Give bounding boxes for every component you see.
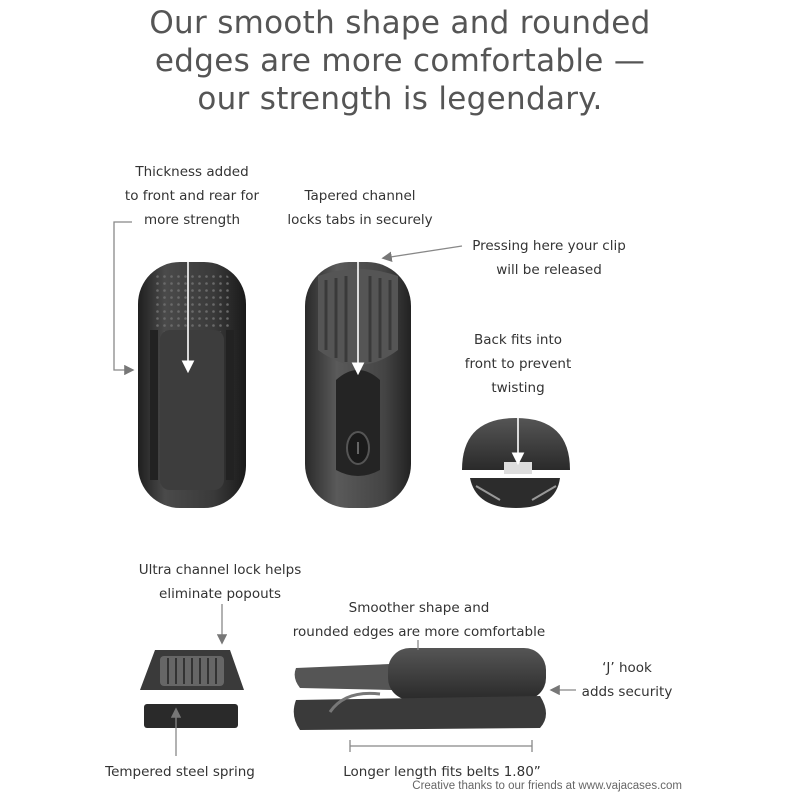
- headline-line-1: Our smooth shape and rounded: [149, 5, 651, 41]
- callout-pressing-line-1: Pressing here your clip: [472, 238, 626, 254]
- callout-back-fits-line-2: front to prevent: [464, 356, 572, 372]
- clip-end-view: [140, 650, 244, 728]
- callout-thickness-line-3: more strength: [143, 212, 241, 228]
- callout-thickness-line-2: to front and rear for: [124, 188, 260, 204]
- clip-cross-section: [462, 418, 570, 508]
- callout-tapered-line-2: locks tabs in securely: [287, 212, 433, 228]
- clip-side-view: [294, 648, 546, 730]
- callout-spring: Tempered steel spring: [105, 764, 255, 780]
- callout-smoother: [286, 596, 552, 644]
- headline-line-3: our strength is legendary.: [197, 81, 603, 117]
- callout-thickness-line-1: Thickness added: [135, 164, 249, 180]
- callout-j-hook-line-1: ‘J’ hook: [602, 660, 652, 676]
- clip-back-view: [138, 262, 246, 508]
- callout-back-fits-line-3: twisting: [491, 380, 545, 396]
- callout-pressing: [464, 234, 634, 282]
- callout-pressing-line-2: will be released: [496, 262, 602, 278]
- callout-j-hook: [572, 656, 682, 704]
- callout-smoother-line-2: rounded edges are more comfortable: [292, 624, 546, 640]
- credit-line: Creative thanks to our friends at www.vajacases.com: [412, 780, 682, 792]
- headline-line-2: edges are more comfortable —: [154, 43, 646, 79]
- callout-tapered-line-1: Tapered channel: [304, 188, 416, 204]
- callout-thickness: [112, 160, 272, 232]
- callout-j-hook-line-2: adds security: [581, 684, 673, 700]
- callout-back-fits-line-1: Back fits into: [473, 332, 563, 348]
- callout-length: Longer length fits belts 1.80”: [343, 764, 541, 780]
- callout-smoother-line-1: Smoother shape and: [348, 600, 490, 616]
- callout-ultra-lock: [130, 558, 310, 606]
- callout-tapered-channel: [280, 184, 440, 232]
- callout-back-fits: [450, 328, 586, 400]
- callout-ultra-lock-line-1: Ultra channel lock helps: [138, 562, 302, 578]
- callout-ultra-lock-line-2: eliminate popouts: [159, 586, 281, 602]
